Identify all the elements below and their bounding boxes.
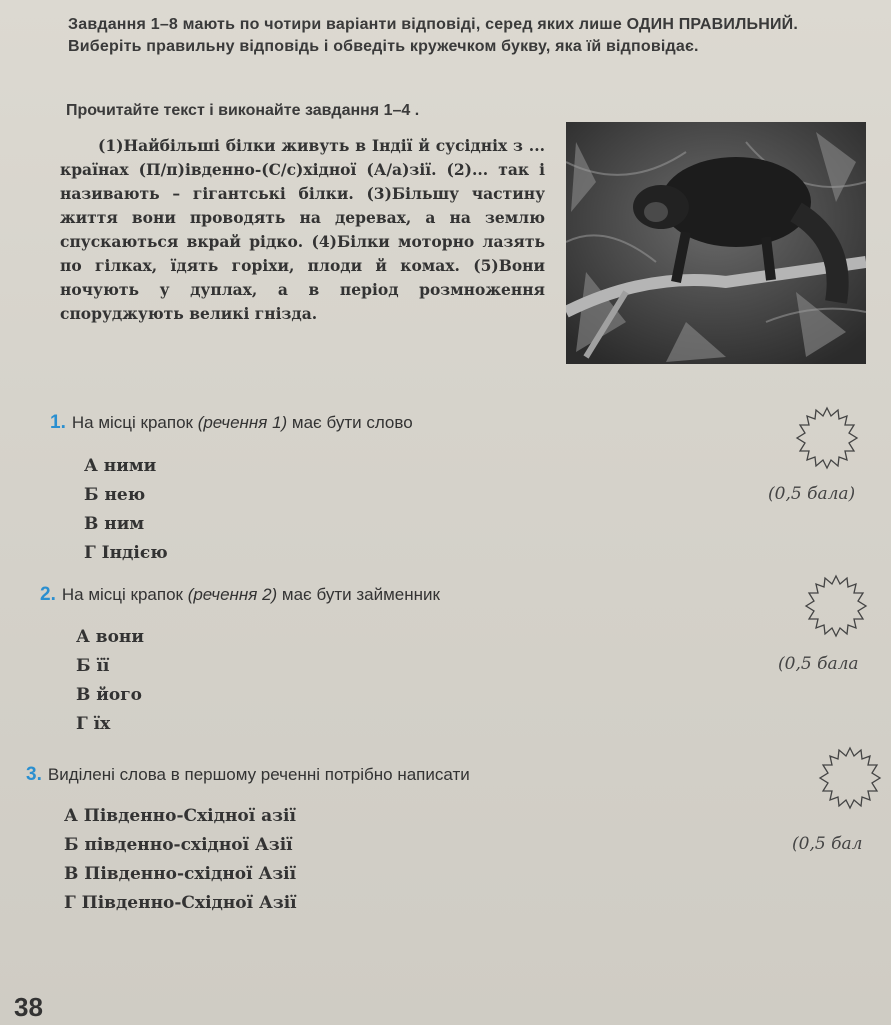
question-hint: (речення 2) — [187, 585, 278, 604]
star-badge-icon — [818, 746, 882, 810]
question-number: 3. — [26, 764, 42, 785]
answer-option-v[interactable]: В ним — [84, 514, 145, 534]
points-label: (0,5 бала) — [768, 484, 856, 504]
question-text: Виділені слова в першому реченні потрібно написати — [47, 765, 470, 784]
read-heading: Прочитайте текст і виконайте завдання 1–4 . — [66, 102, 420, 119]
giant-squirrel-photo — [566, 122, 866, 364]
answer-option-b[interactable]: Б її — [76, 656, 110, 676]
star-badge-icon — [795, 406, 859, 470]
answer-option-v[interactable]: В Південно-східної Азії — [64, 864, 297, 884]
answer-option-a[interactable]: А Південно-Східної азії — [64, 806, 296, 826]
question-number: 1. — [50, 412, 66, 433]
answer-option-b[interactable]: Б південно-східної Азії — [64, 835, 293, 855]
question-1 — [50, 412, 413, 434]
instructions-text: Завдання 1–8 мають по чотири варіанти відповіді, серед яких лише ОДИН ПРАВИЛЬНИЙ. Виберіть правильну відповідь і обведіть кружечком букву, яка їй відповідає. — [68, 16, 799, 55]
answer-option-g[interactable]: Г Індією — [84, 543, 168, 563]
star-badge-icon — [804, 574, 868, 638]
answer-option-b[interactable]: Б нею — [84, 485, 146, 505]
question-text: На місці крапок — [71, 413, 198, 432]
question-text-end: має бути займенник — [277, 585, 440, 604]
page-number: 38 — [14, 992, 43, 1022]
question-1-options — [84, 452, 168, 568]
answer-option-a[interactable]: А вони — [76, 627, 144, 647]
question-number: 2. — [40, 584, 56, 605]
question-text-end: має бути слово — [287, 413, 413, 432]
answer-option-g[interactable]: Г їх — [76, 714, 111, 734]
points-label: (0,5 бал — [792, 834, 863, 854]
question-hint: (речення 1) — [197, 413, 288, 432]
answer-option-a[interactable]: А ними — [84, 456, 157, 476]
points-label: (0,5 бала — [778, 654, 859, 674]
answer-option-v[interactable]: В його — [76, 685, 142, 705]
question-3-options — [64, 802, 297, 918]
question-text: На місці крапок — [61, 585, 188, 604]
question-2 — [40, 584, 440, 606]
answer-option-g[interactable]: Г Південно-Східної Азії — [64, 893, 297, 913]
question-2-options — [76, 623, 144, 739]
question-3 — [26, 764, 470, 786]
reading-passage: (1)Найбільші білки живуть в Індії й сусідніх з ... країнах (П/п)івденно-(С/с)хідної (А/а)зії. (2)... так і називають – гігантські білки. (3)Більшу частину життя вони проводять на деревах, а на землю спускаються вкрай рідко. (4)Білки моторно лазять по гілках, їдять горіхи, плоди й комах. (5)Вони ночують у дуплах, а в період розмноження споруджують великі гнізда. — [60, 136, 545, 323]
